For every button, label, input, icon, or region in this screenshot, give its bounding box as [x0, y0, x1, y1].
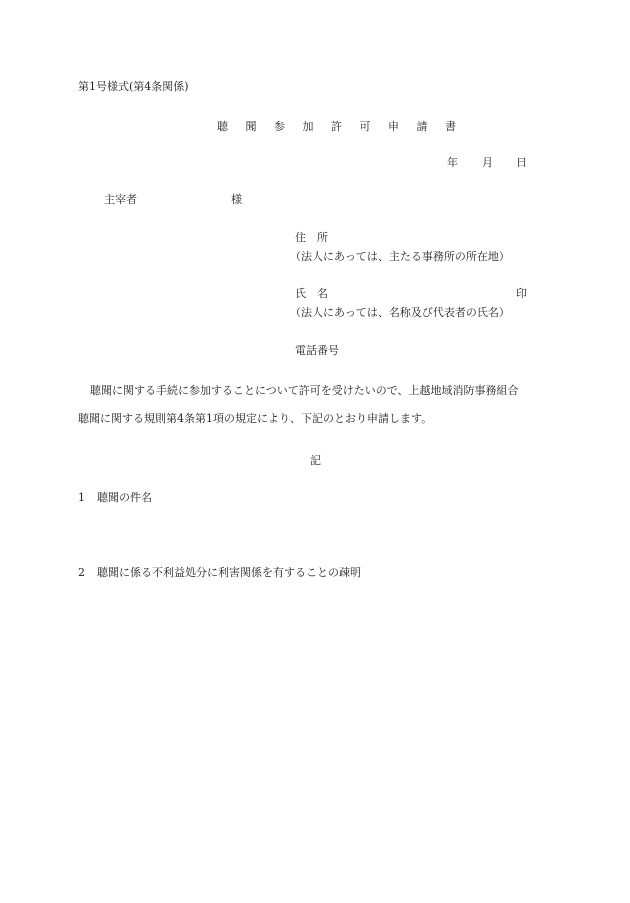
address-note: （法人にあっては、主たる事務所の所在地）	[290, 250, 510, 263]
title-char: 許	[331, 120, 342, 133]
title-char: 可	[359, 120, 371, 133]
addressee-label: 主宰者	[104, 193, 137, 206]
title-char: 聴	[217, 120, 228, 133]
title-char: 加	[302, 120, 314, 133]
name-label: 氏 名	[295, 287, 328, 300]
item-number: 2	[78, 566, 85, 579]
date-year: 年	[447, 156, 458, 169]
title-char: 聞	[245, 120, 257, 133]
address-label: 住 所	[295, 231, 328, 244]
title-char: 書	[445, 120, 456, 133]
phone-label: 電話番号	[295, 344, 339, 357]
title-char: 請	[416, 120, 428, 133]
addressee-honorific: 様	[231, 193, 242, 206]
form-number: 第1号様式(第4条関係)	[78, 80, 189, 93]
item-label: 聴聞に係る不利益処分に利害関係を有することの疎明	[97, 566, 361, 579]
seal-mark: 印	[516, 287, 527, 300]
name-note: （法人にあっては、名称及び代表者の氏名）	[290, 306, 510, 319]
title-char: 申	[388, 120, 399, 133]
item-label: 聴聞の件名	[97, 491, 152, 504]
document-title	[217, 121, 456, 132]
body-text-line-2: 聴聞に関する規則第4条第1項の規定により、下記のとおり申請します。	[78, 412, 433, 425]
date-month: 月	[482, 156, 493, 169]
ki-heading: 記	[310, 454, 321, 467]
date-day: 日	[516, 156, 527, 169]
item-number: 1	[78, 491, 85, 504]
body-text-line-1: 聴聞に関する手続に参加することについて許可を受けたいので、上越地域消防事務組合	[90, 384, 519, 397]
title-char: 参	[274, 120, 285, 133]
